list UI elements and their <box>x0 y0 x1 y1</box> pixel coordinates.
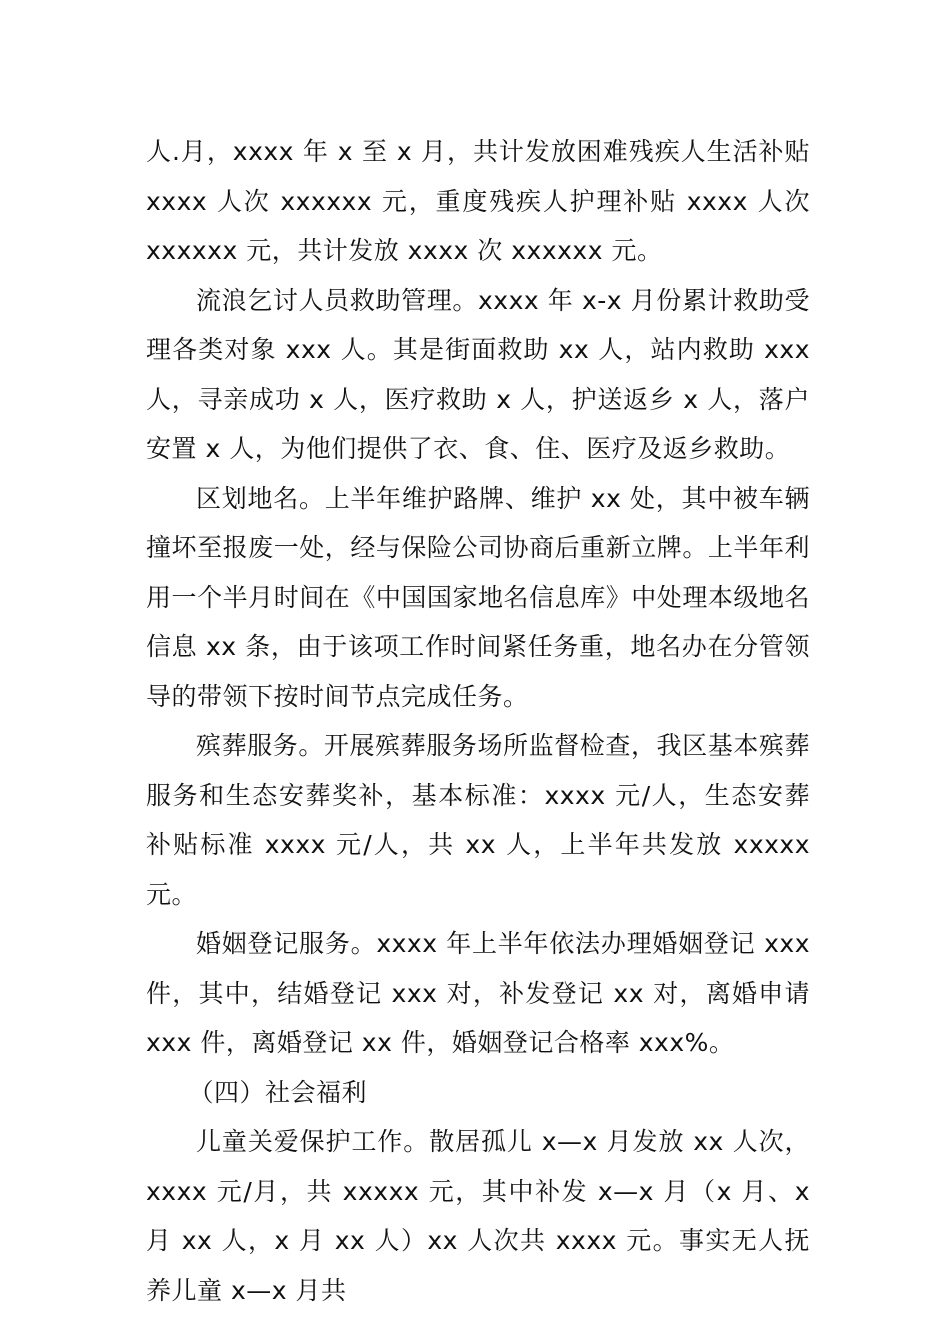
section-heading-social-welfare: （四）社会福利 <box>188 1077 368 1107</box>
document-body <box>146 127 810 1315</box>
paragraph-continuation: 人.月，xxxx 年 x 至 x 月，共计发放困难残疾人生活补贴 xxxx 人次 xxxxxx 元，重度残疾人护理补贴 xxxx 人次 xxxxxx 元，共计发放 xxxx 次 xxxxxx 元。 <box>146 137 810 265</box>
paragraph-vagrant-assistance: 流浪乞讨人员救助管理。xxxx 年 x-x 月份累计救助受理各类对象 xxx 人。其是街面救助 xx 人，站内救助 xxx 人，寻亲成功 x 人，医疗救助 x 人，护送返乡 x 人，落户安置 x 人，为他们提供了衣、食、住、医疗及返乡救助。 <box>146 285 810 463</box>
paragraph-marriage-registration: 婚姻登记服务。xxxx 年上半年依法办理婚姻登记 xxx 件，其中，结婚登记 xxx 对，补发登记 xx 对，离婚申请 xxx 件，离婚登记 xx 件，婚姻登记合格率 xxx%。 <box>146 929 810 1057</box>
paragraph-place-names: 区划地名。上半年维护路牌、维护 xx 处，其中被车辆撞坏至报废一处，经与保险公司协商后重新立牌。上半年利用一个半月时间在《中国国家地名信息库》中处理本级地名信息 xx 条，由于该项工作时间紧任务重，地名办在分管领导的带领下按时间节点完成任务。 <box>146 483 810 711</box>
paragraph-funeral-services: 殡葬服务。开展殡葬服务场所监督检查，我区基本殡葬服务和生态安葬奖补，基本标准：xxxx 元/人，生态安葬补贴标准 xxxx 元/人，共 xx 人，上半年共发放 xxxxx 元。 <box>146 731 810 909</box>
paragraph-child-protection: 儿童关爱保护工作。散居孤儿 x—x 月发放 xx 人次，xxxx 元/月，共 xxxxx 元，其中补发 x—x 月（x 月、x 月 xx 人，x 月 xx 人）xx 人次共 xxxx 元。事实无人抚养儿童 x—x 月共 <box>146 1127 810 1305</box>
